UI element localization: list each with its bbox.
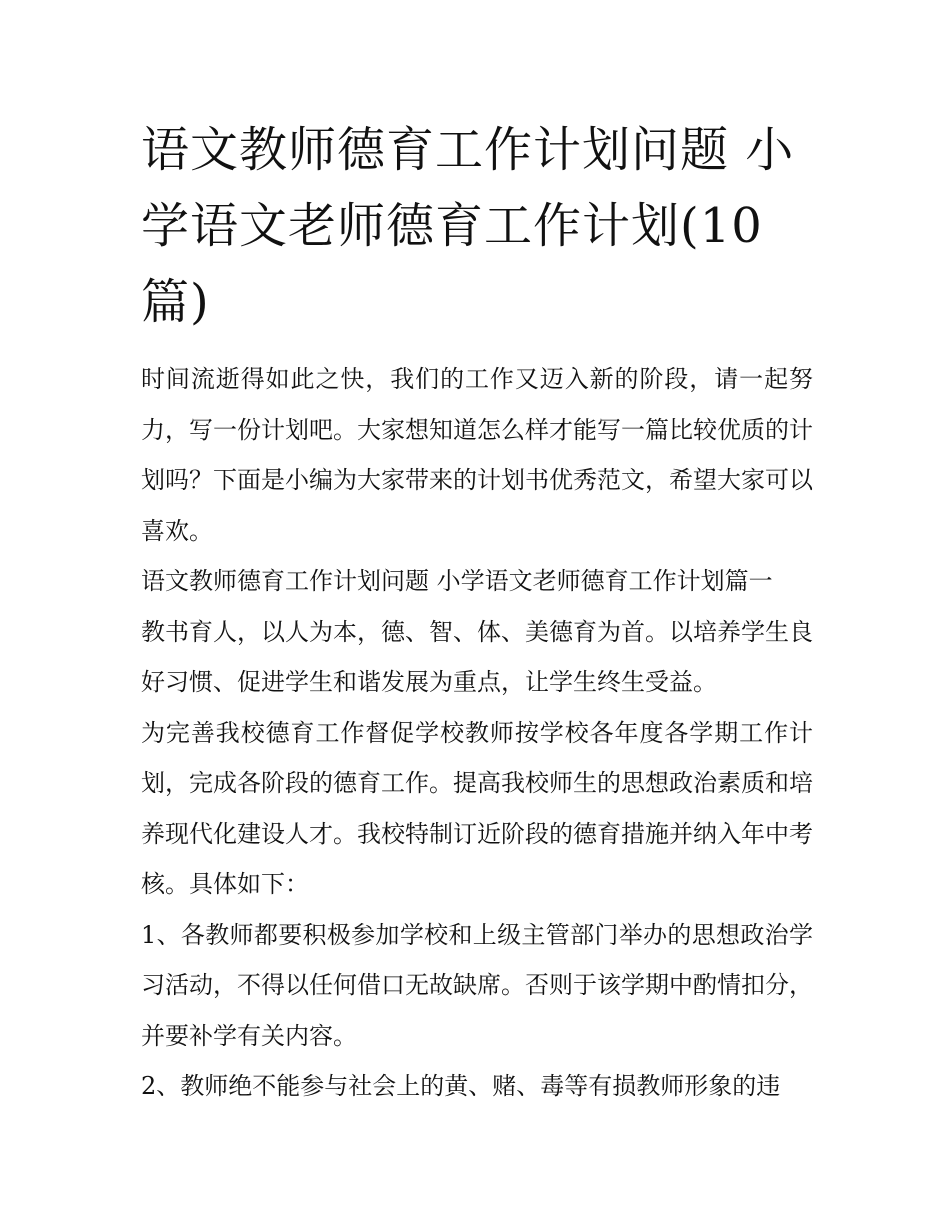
body-paragraph: 教书育人，以人为本，德、智、体、美德育为首。以培养学生良好习惯、促进学生和谐发展为重点，让学生终生受益。 [141,617,813,696]
intro-paragraph: 时间流逝得如此之快，我们的工作又迈入新的阶段，请一起努力，写一份计划吧。大家想知道怎么样才能写一篇比较优质的计划吗？下面是小编为大家带来的计划书优秀范文，希望大家可以喜欢。 [141,365,813,545]
body-paragraph: 为完善我校德育工作督促学校教师按学校各年度各学期工作计划，完成各阶段的德育工作。提高我校师生的思想政治素质和培养现代化建设人才。我校特制订近阶段的德育措施并纳入年中考核。具体如下： [141,718,813,898]
list-item: 2、教师绝不能参与社会上的黄、赌、毒等有损教师形象的违 [141,1072,781,1100]
list-item: 1、各教师都要积极参加学校和上级主管部门举办的思想政治学习活动，不得以任何借口无故缺席。否则于该学期中酌情扣分，并要补学有关内容。 [141,920,813,1050]
document-title: 语文教师德育工作计划问题 小学语文老师德育工作计划(10篇) [141,122,795,330]
section-heading: 语文教师德育工作计划问题 小学语文老师德育工作计划篇一 [141,567,773,595]
document-page [141,112,813,1112]
